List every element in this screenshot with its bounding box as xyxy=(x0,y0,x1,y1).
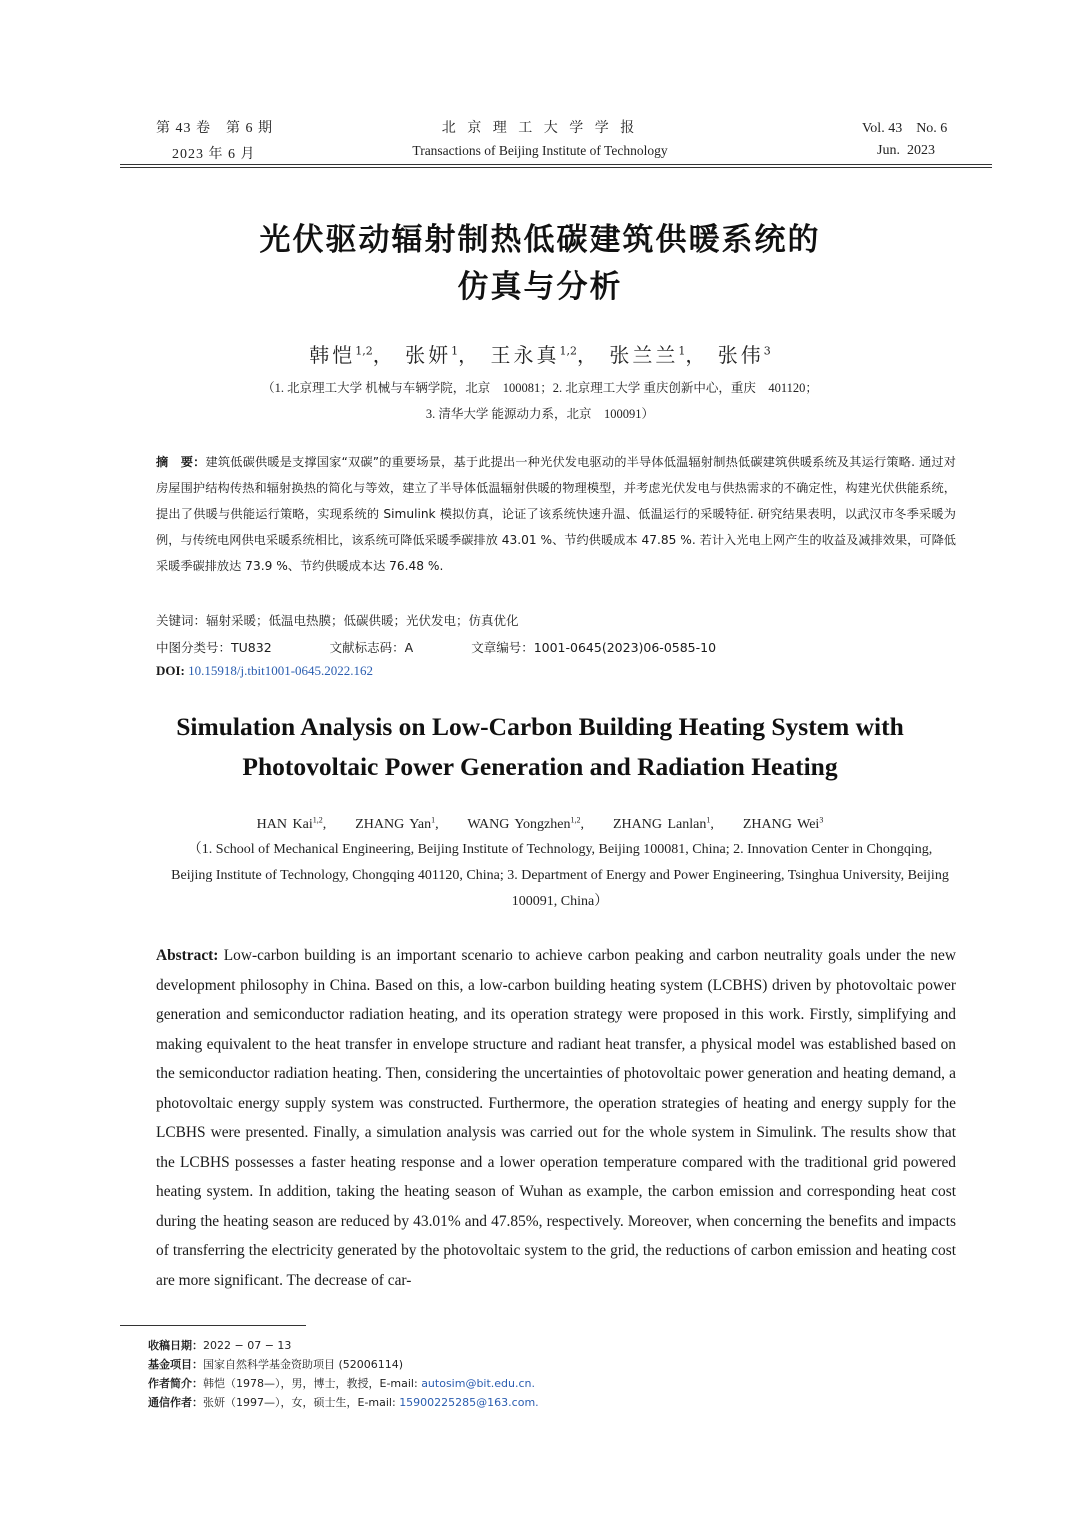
title-en-line1: Simulation Analysis on Low-Carbon Building Heating System with xyxy=(176,712,904,741)
abstract-zh-label: 摘 要： xyxy=(156,455,206,469)
title-zh-line2: 仿真与分析 xyxy=(457,269,623,305)
abstract-en-label: Abstract: xyxy=(156,947,219,964)
author-en: HAN Kai$^{1,2}$, xyxy=(256,815,327,832)
header-volume-zh: 第 43 卷 第 6 期 xyxy=(156,121,273,136)
article-no-label: 文章编号： xyxy=(471,640,534,655)
authors-en xyxy=(0,815,1080,833)
header-date-zh: 2023 年 6 月 xyxy=(172,147,256,162)
footnote-bio: 作者简介：韩恺（1978—），男，博士，教授，E-mail: autosim@bit.edu.cn. xyxy=(148,1377,536,1390)
header-rule-top xyxy=(120,164,992,165)
footnote-rule xyxy=(120,1325,306,1326)
author-zh: 张妍$^1$， xyxy=(405,343,482,367)
abstract-zh xyxy=(156,449,956,579)
header-date-en: Jun. 2023 xyxy=(877,143,935,158)
clc-value: TU832 xyxy=(231,640,272,655)
doi-label: DOI: xyxy=(156,663,185,678)
authors-zh xyxy=(0,339,1080,368)
author-zh: 张伟$^3$ xyxy=(717,343,771,367)
footnotes xyxy=(148,1336,539,1412)
header-volume-en: Vol. 43 No. 6 xyxy=(862,121,948,136)
bio-email-link[interactable]: autosim@bit.edu.cn. xyxy=(421,1377,536,1390)
doi-line xyxy=(156,663,373,679)
footnote-received: 收稿日期：2022 − 07 − 13 xyxy=(148,1339,292,1352)
abstract-en xyxy=(156,941,956,1295)
author-en: WANG Yongzhen$^{1,2}$, xyxy=(467,815,584,832)
corr-email-link[interactable]: 15900225285@163.com. xyxy=(399,1396,539,1409)
footnote-fund: 基金项目：国家自然科学基金资助项目 (52006114) xyxy=(148,1358,404,1371)
title-en-line2: Photovoltaic Power Generation and Radiation Heating xyxy=(242,752,838,781)
header-journal-zh: 北 京 理 工 大 学 学 报 xyxy=(441,121,639,136)
doi-link[interactable]: 10.15918/j.tbit1001-0645.2022.162 xyxy=(188,663,374,678)
affiliation-zh-line1: （1. 北京理工大学 机械与车辆学院，北京 100081；2. 北京理工大学 重庆创新中心，重庆 401120； xyxy=(262,381,818,395)
doc-code-value: A xyxy=(404,640,414,655)
author-en: ZHANG Yan$^1$, xyxy=(355,815,439,832)
abstract-zh-text: 建筑低碳供暖是支撑国家“双碳”的重要场景，基于此提出一种光伏发电驱动的半导体低温辐射制热低碳建筑供暖系统及其运行策略. 通过对房屋围护结构传热和辐射换热的简化与等效，建立了半导体低温辐射供暖的物理模型，并考虑光伏发电与供热需求的不确定性，构建光伏供能系统，提出了供暖与供能运行策略，实现系统的 Simulink 模拟仿真，论证了该系统快速升温、低温运行的采暖特征. 研究结果表明，以武汉市冬季采暖为例，与传统电网供电采暖系统相比，该系统可降低采暖季碳排放 43.01 %、节约供暖成本 47.85 %. 若计入光电上网产生的收益及减排效果，可降低采暖季碳排放达 73.9 %、节约供暖成本达 76.48 %. xyxy=(156,455,956,573)
header-rule-bottom xyxy=(120,167,992,168)
title-zh-line1: 光伏驱动辐射制热低碳建筑供暖系统的 xyxy=(259,222,821,258)
author-en: ZHANG Wei$^3$ xyxy=(742,815,824,832)
author-zh: 韩恺$^{1,2}$， xyxy=(309,343,396,367)
classification-line xyxy=(156,638,716,656)
author-zh: 张兰兰$^1$， xyxy=(609,343,709,367)
abstract-en-text: Low-carbon building is an important scenario to achieve carbon peaking and carbon neutrality goals under the new development philosophy in China. Based on this, a low-carbon building heating system (LCBHS) driven by photovoltaic power generation and semiconductor radiation heating, and its operation strategy were proposed in this work. Firstly, simplifying and making equivalent to the heat transfer in envelope structure and radiant heat transfer, a physical model was established based on the semiconductor radiation heating. Then, considering the uncertainties of photovoltaic power generation and heating demand, a photovoltaic energy supply system was constructed. Furthermore, the operation strategies of heating and energy supply for the LCBHS were presented. Finally, a simulation analysis was carried out for the whole system in Simulink. The results show that the LCBHS possesses a faster heating response and a lower operation temperature compared with the traditional grid powered heating system. In addition, taking the heating season of Wuhan as example, the carbon emission and corresponding heat cost during the heating season are reduced by 43.01% and 47.85%, respectively. Moreover, when concerning the benefits and impacts of transferring the electricity generated by the photovoltaic system to the grid, the reductions of carbon emission and heating cost are more significant. The decrease of car- xyxy=(156,947,956,1289)
author-zh: 王永真$^{1,2}$， xyxy=(490,343,600,367)
keywords-zh-label: 关键词： xyxy=(156,613,207,628)
affiliation-zh-line2: 3. 清华大学 能源动力系，北京 100091） xyxy=(425,407,655,421)
affiliation-en: （1. School of Mechanical Engineering, Beijing Institute of Technology, Beijing 100081, China; 2. Innovation Center in Chongqing, Beijing Institute of Technology, Chongqing 401120, China; 3. Department of Energy and Power Engineering, Tsinghua University, Beijing 100091, China） xyxy=(171,842,949,909)
article-no-value: 1001-0645(2023)06-0585-10 xyxy=(533,640,717,655)
header-journal-en: Transactions of Beijing Institute of Technology xyxy=(412,143,668,158)
clc-label: 中图分类号： xyxy=(156,640,232,655)
footnote-corresponding: 通信作者：张妍（1997—），女，硕士生，E-mail: 15900225285@163.com. xyxy=(148,1396,539,1409)
keywords-zh-text: 辐射采暖；低温电热膜；低碳供暖；光伏发电；仿真优化 xyxy=(206,613,519,628)
author-en: ZHANG Lanlan$^1$, xyxy=(613,815,714,832)
keywords-zh xyxy=(156,611,519,629)
doc-code-label: 文献标志码： xyxy=(329,640,405,655)
